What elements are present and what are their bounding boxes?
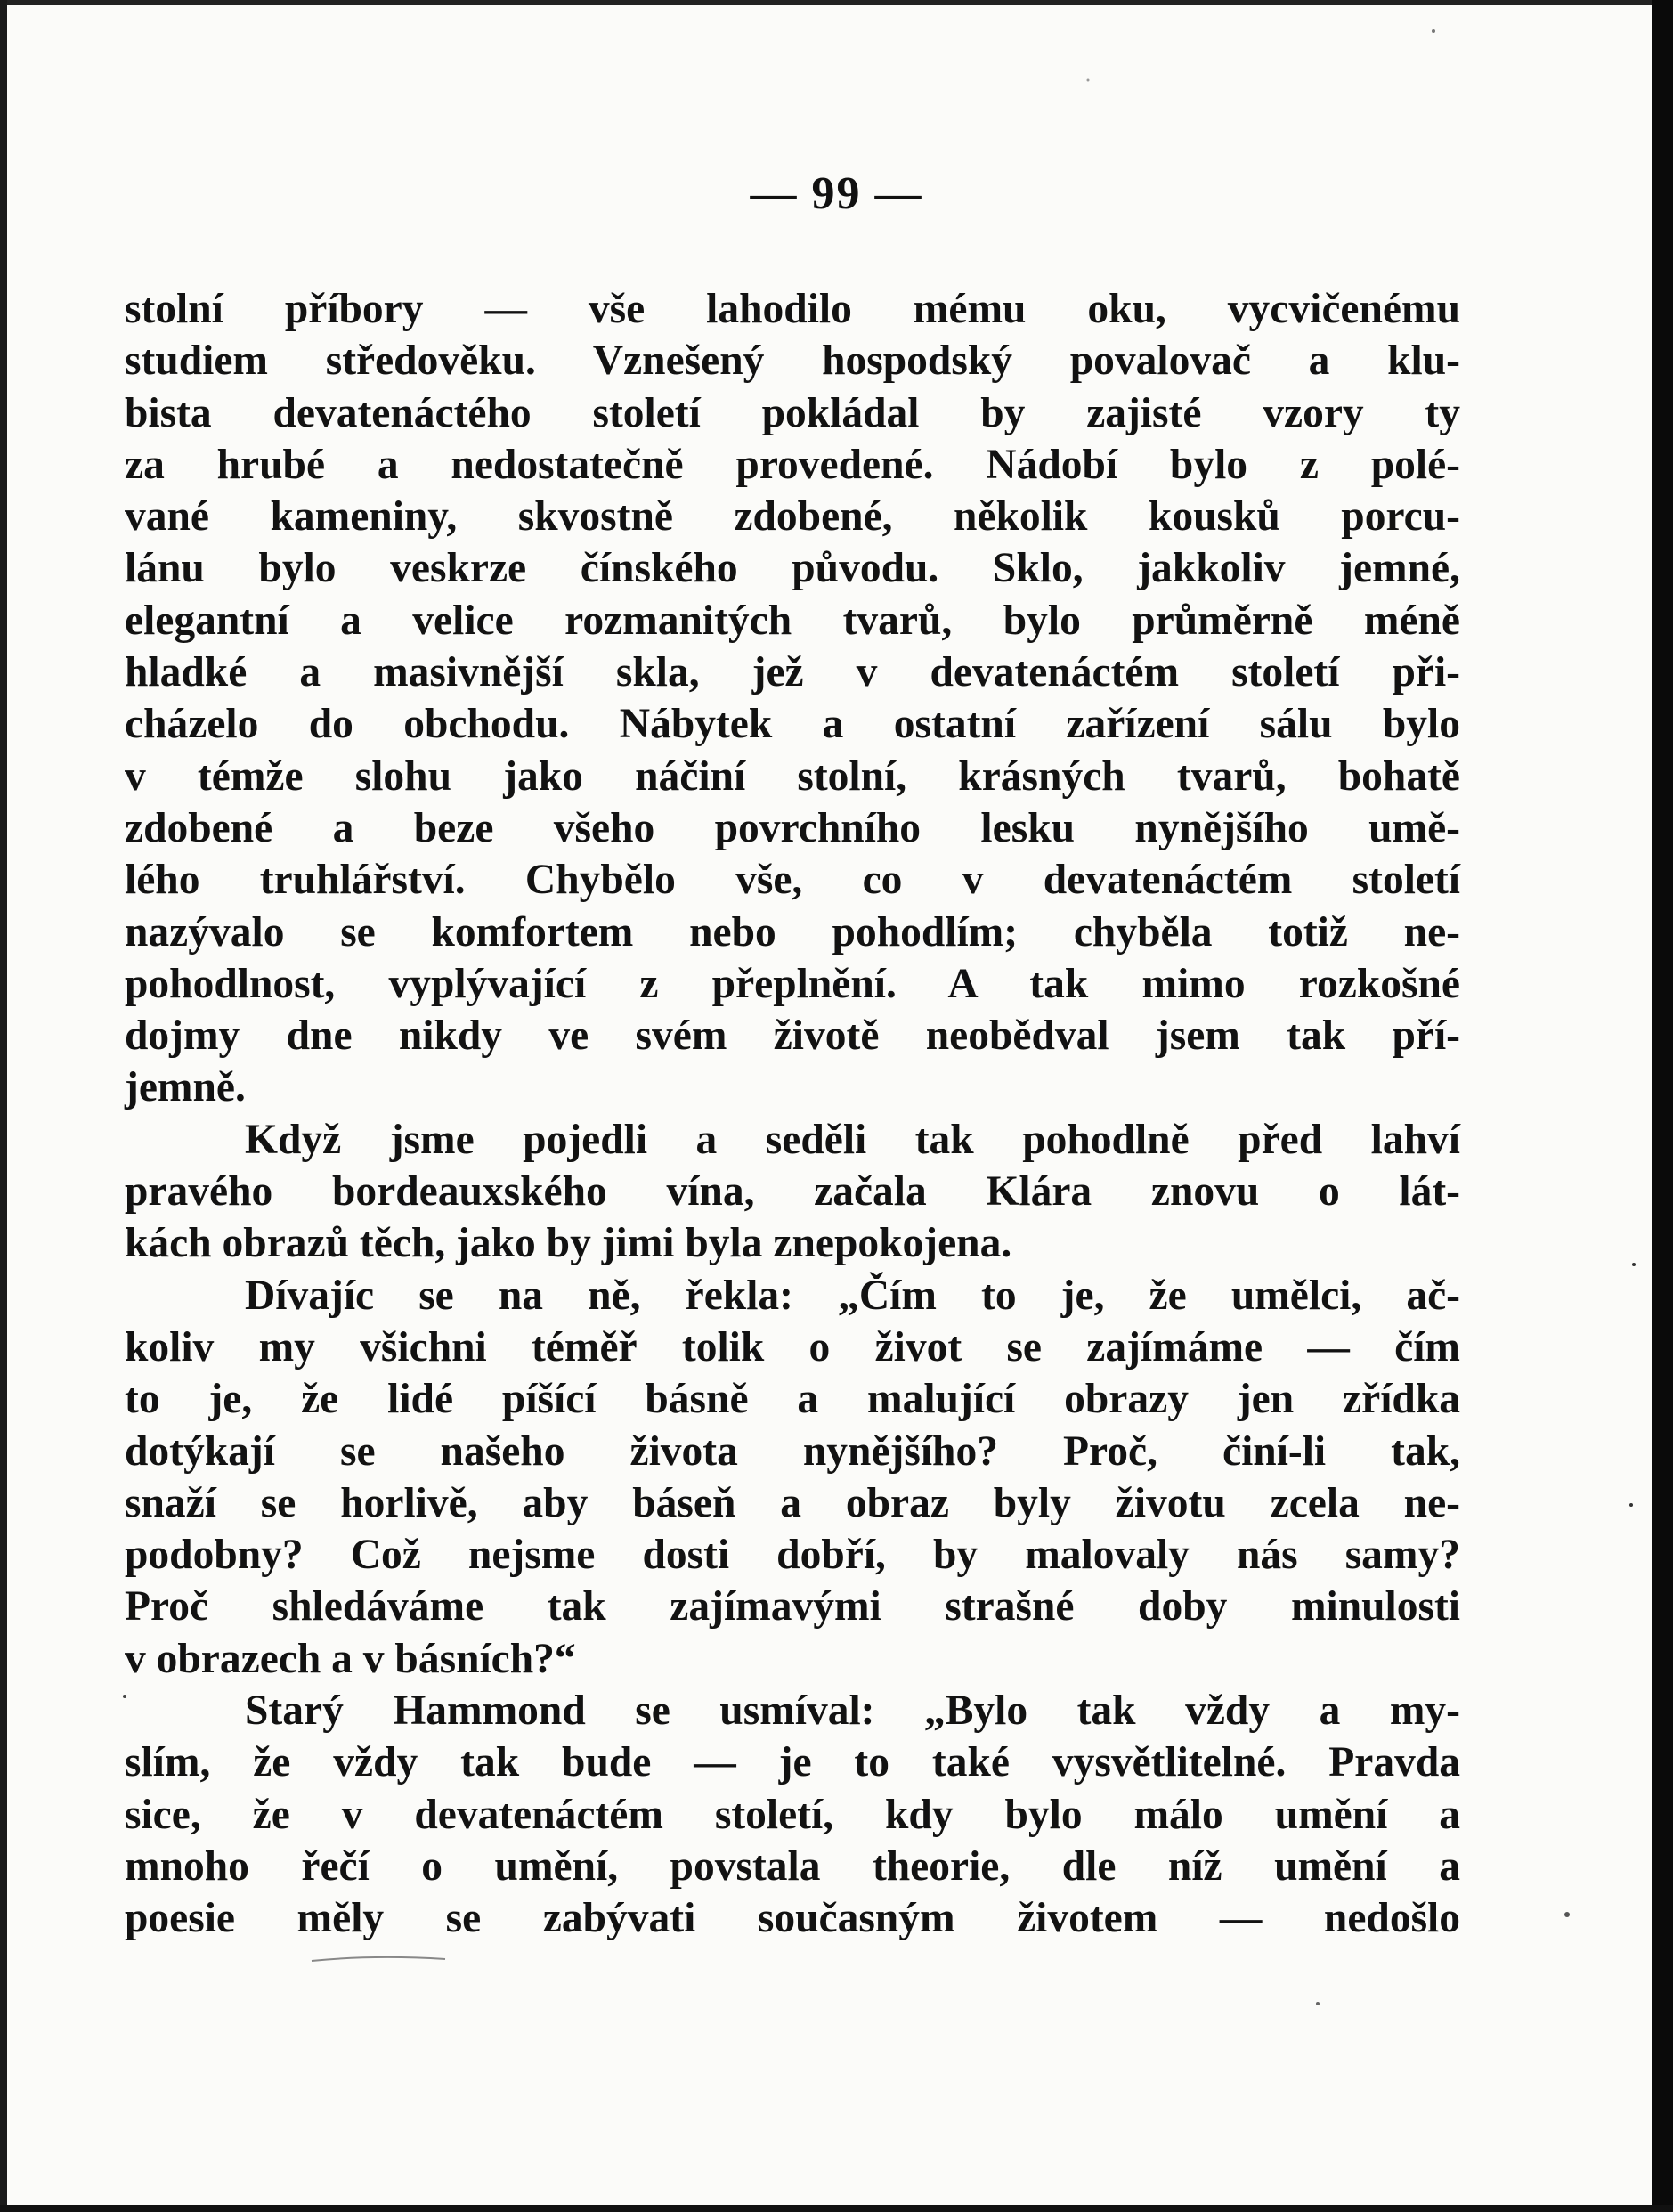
text-line: pravého bordeauxského vína, začala Klára znovu o lát-: [125, 1168, 1460, 1216]
text-line: v témže slohu jako náčiní stolní, krásných tvarů, bohatě: [125, 752, 1460, 800]
text-line: slím, že vždy tak bude — je to také vysvětlitelné. Pravda: [125, 1739, 1460, 1786]
text-line: lánu bylo veskrze čínského původu. Sklo, jakkoliv jemné,: [125, 545, 1460, 592]
text-line: jemně.: [125, 1064, 246, 1111]
page-number: — 99 —: [750, 168, 923, 219]
text-line: dotýkají se našeho života nynějšího? Proč, činí-li tak,: [125, 1427, 1460, 1475]
text-line: zdobené a beze všeho povrchního lesku nynějšího umě-: [125, 804, 1460, 851]
text-line: stolní příbory — vše lahodilo mému oku, vycvičenému: [125, 286, 1460, 332]
text-line: Starý Hammond se usmíval: „Bylo tak vždy a my-: [245, 1687, 1460, 1735]
text-line: v obrazech a v básních?“: [125, 1635, 576, 1682]
text-line: Dívajíc se na ně, řekla: „Čím to je, že umělci, ač-: [245, 1272, 1460, 1319]
text-line: podobny? Což nejsme dosti dobří, by malovaly nás samy?: [125, 1532, 1460, 1579]
text-line: Když jsme pojedli a seděli tak pohodlně před lahví: [245, 1116, 1460, 1163]
text-line: bista devatenáctého století pokládal by zajisté vzory ty: [125, 389, 1460, 436]
text-line: za hrubé a nedostatečně provedené. Nádobí bylo z polé-: [125, 441, 1460, 488]
text-line: sice, že v devatenáctém století, kdy bylo málo umění a: [125, 1791, 1460, 1838]
text-line: dojmy dne nikdy ve svém životě neobědval jsem tak pří-: [125, 1012, 1460, 1060]
text-line: pohodlnost, vyplývající z přeplnění. A tak mimo rozkošné: [125, 960, 1460, 1007]
text-line: Proč shledáváme tak zajímavými strašné doby minulosti: [125, 1583, 1460, 1631]
body-text: [125, 283, 1460, 1945]
text-line: vané kameniny, skvostně zdobené, několik kousků porcu-: [125, 493, 1460, 541]
text-line: kách obrazů těch, jako by jimi byla znepokojena.: [125, 1220, 1012, 1267]
text-line: cházelo do obchodu. Nábytek a ostatní zařízení sálu bylo: [125, 701, 1460, 748]
text-line: poesie měly se zabývati současným životem — nedošlo: [125, 1895, 1460, 1942]
text-line: snaží se horlivě, aby báseň a obraz byly životu zcela ne-: [125, 1479, 1460, 1526]
text-line: elegantní a velice rozmanitých tvarů, bylo průměrně méně: [125, 597, 1460, 644]
text-line: lého truhlářství. Chybělo vše, co v devatenáctém století: [125, 857, 1460, 904]
text-line: nazývalo se komfortem nebo pohodlím; chyběla totiž ne-: [125, 908, 1460, 956]
text-line: mnoho řečí o umění, povstala theorie, dle níž umění a: [125, 1842, 1460, 1890]
text-line: studiem středověku. Vznešený hospodský povalovač a klu-: [125, 337, 1460, 385]
text-line: hladké a masivnější skla, jež v devatenáctém století při-: [125, 649, 1460, 696]
text-line: koliv my všichni téměř tolik o život se zajímáme — čím: [125, 1323, 1460, 1370]
text-line: to je, že lidé píšící básně a malující obrazy jen zřídka: [125, 1376, 1460, 1423]
